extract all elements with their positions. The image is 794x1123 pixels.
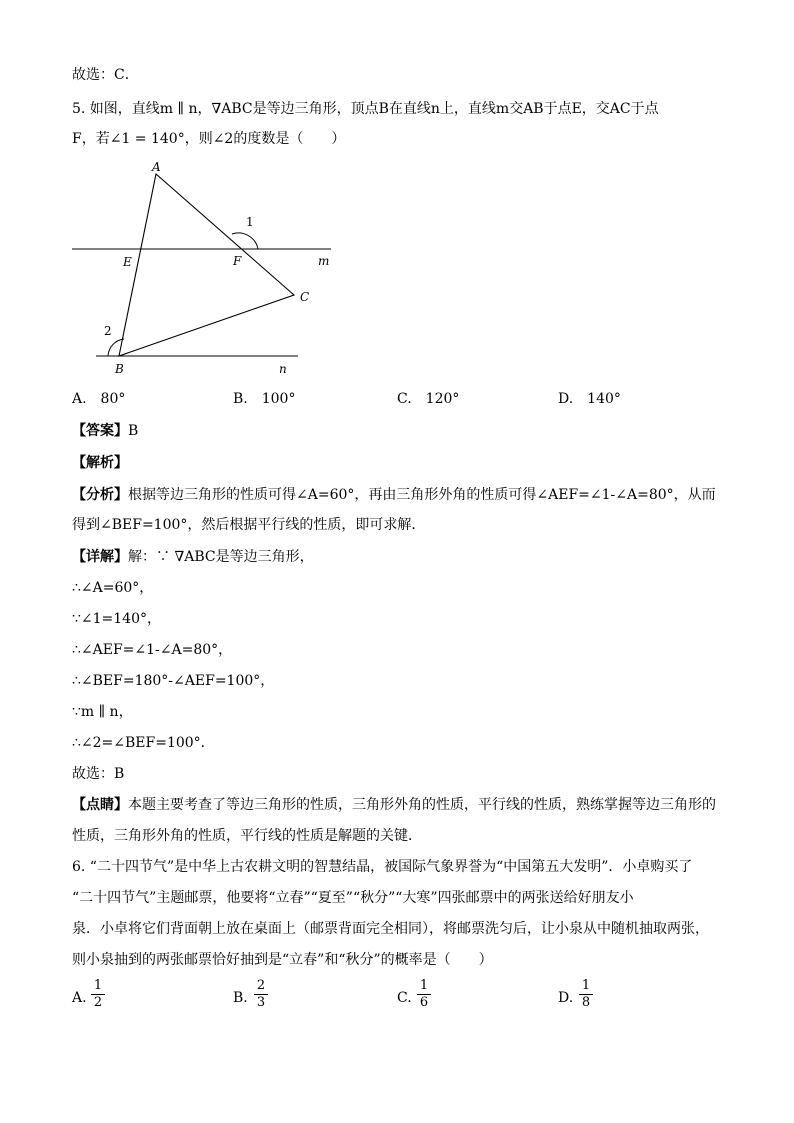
- question-6-line-2: “二十四节气”主题邮票，他要将“立春”“夏至”“秋分”“大寒”四张邮票中的两张送给好朋友小: [72, 890, 634, 906]
- q5-option-d: D. 140°: [558, 391, 621, 407]
- label-f: F: [233, 254, 242, 268]
- question-5-stem-cont: F，若∠1 = 140°，则∠2的度数是（ ）: [72, 131, 346, 147]
- label-e: E: [123, 255, 132, 269]
- q6-option-b-fraction: [254, 979, 268, 1010]
- question-6-line-4: 则小泉抽到的两张邮票恰好抽到是“立春”和“秋分”的概率是（ ）: [72, 952, 493, 968]
- q6-option-a-label: A.: [72, 990, 87, 1006]
- detail-line-2: ∴∠A=60°，: [72, 580, 154, 596]
- q6-option-b-label: B.: [233, 990, 248, 1006]
- detail-line-6: ∵m ∥ n，: [72, 704, 133, 720]
- q5-option-c: C. 120°: [397, 391, 460, 407]
- detail-line-7: ∴∠2=∠BEF=100°．: [72, 735, 215, 751]
- fraction-denominator: 2: [93, 995, 103, 1010]
- xiangjie-text: 解：∵ ∇ABC是等边三角形，: [128, 549, 314, 565]
- label-b: B: [115, 362, 124, 376]
- dianjing-line-2: 性质，三角形外角的性质，平行线的性质是解题的关键．: [72, 828, 422, 844]
- fraction-denominator: 8: [581, 995, 591, 1010]
- fraction-numerator: 1: [419, 978, 429, 993]
- label-c: C: [300, 290, 310, 304]
- question-6-line-3: 泉．小卓将它们背面朝上放在桌面上（邮票背面完全相同），将邮票洗匀后，让小泉从中随机抽取两张，: [72, 921, 709, 937]
- angle-1-arc: [232, 233, 258, 249]
- answer-tag: 【答案】: [72, 423, 128, 439]
- geometry-figure: [60, 155, 350, 380]
- xiangjie-tag: 【详解】: [72, 549, 128, 565]
- dianjing-text: 本题主要考查了等边三角形的性质，三角形外角的性质，平行线的性质，熟练掌握等边三角形的: [128, 797, 716, 813]
- fraction-denominator: 3: [256, 995, 266, 1010]
- fenxi-text: 根据等边三角形的性质可得∠A=60°，再由三角形外角的性质可得∠AEF=∠1-∠A=80°，从而: [128, 487, 716, 503]
- dianjing-tag: 【点睛】: [72, 797, 128, 813]
- detail-line-4: ∴∠AEF=∠1-∠A=80°，: [72, 642, 233, 658]
- label-a: A: [152, 160, 161, 174]
- q6-option-c-fraction: [417, 979, 431, 1010]
- fraction-numerator: 2: [256, 978, 266, 993]
- answer-line: [72, 422, 138, 440]
- fenxi-tag: 【分析】: [72, 487, 128, 503]
- fraction-denominator: 6: [419, 995, 429, 1010]
- label-m: m: [318, 254, 330, 268]
- q5-option-a: A. 80°: [72, 391, 126, 407]
- q5-option-b: B. 100°: [233, 391, 296, 407]
- question-6-line-1: 6. “二十四节气”是中华上古农耕文明的智慧结晶，被国际气象界誉为“中国第五大发明”．小卓购买了: [72, 859, 693, 875]
- label-n: n: [279, 362, 287, 376]
- analysis-line-1: [72, 486, 716, 504]
- fraction-numerator: 1: [581, 978, 591, 993]
- triangle-abc: [119, 174, 294, 356]
- fraction-numerator: 1: [93, 978, 103, 993]
- label-angle-1: 1: [246, 215, 254, 229]
- q6-option-d-label: D.: [558, 990, 574, 1006]
- analysis-tag: 【解析】: [72, 455, 128, 471]
- dianjing-line-1: [72, 796, 716, 814]
- label-angle-2: 2: [104, 324, 112, 338]
- choose-line: 故选：B: [72, 766, 125, 782]
- q6-option-d-fraction: [579, 979, 593, 1010]
- detail-line-5: ∴∠BEF=180°-∠AEF=100°，: [72, 673, 275, 689]
- q6-option-a-fraction: [91, 979, 105, 1010]
- analysis-line-2: 得到∠BEF=100°，然后根据平行线的性质，即可求解．: [72, 517, 426, 533]
- q6-option-c-label: C.: [397, 990, 412, 1006]
- answer-value: B: [128, 423, 139, 439]
- detail-line-1: [72, 548, 314, 566]
- detail-line-3: ∵∠1=140°，: [72, 611, 161, 627]
- question-5-stem: 5. 如图，直线m ∥ n，∇ABC是等边三角形，顶点B在直线n上，直线m交AB于点E，交AC于点: [72, 101, 659, 117]
- previous-answer-line: 故选：C．: [72, 67, 139, 83]
